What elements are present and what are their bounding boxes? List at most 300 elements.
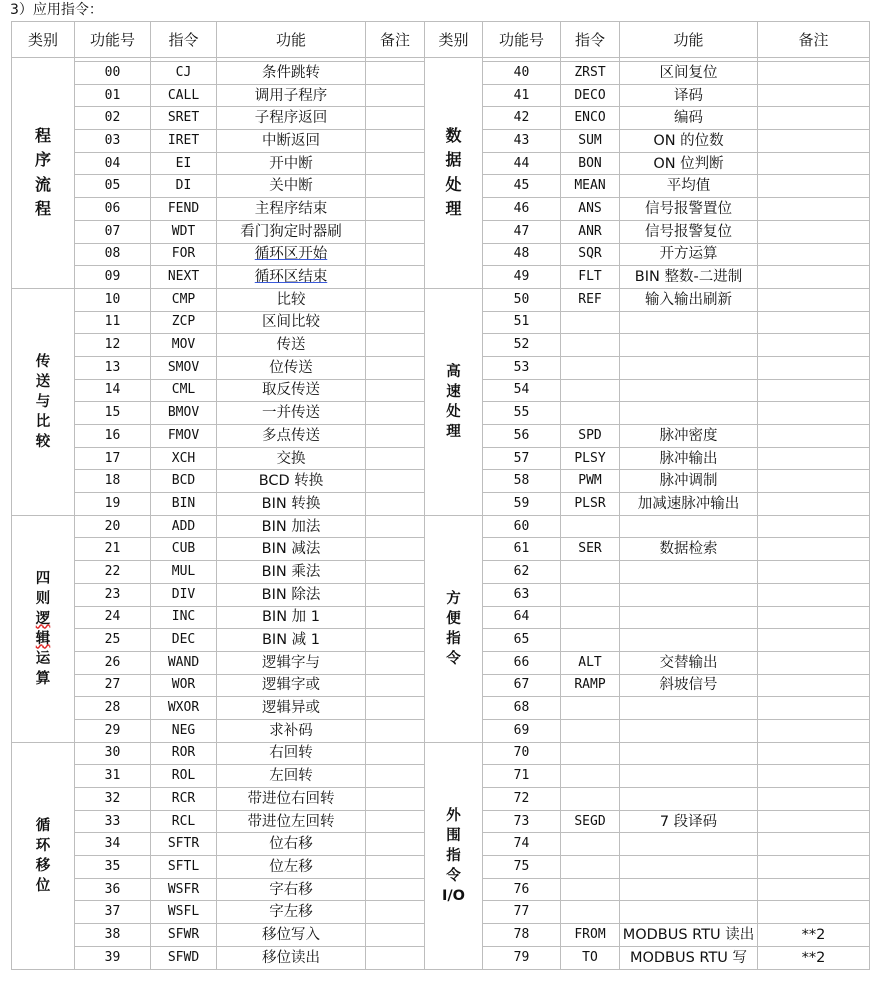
right-function-cell	[620, 379, 758, 402]
right-func-text: 信号报警置位	[645, 200, 732, 217]
right-function-cell	[620, 561, 758, 584]
right-code-text: 76	[513, 881, 530, 897]
right-func-text: BIN 整数-二进制	[634, 269, 743, 286]
left-func-no-cell	[75, 493, 151, 516]
left-instr-cell	[151, 878, 217, 901]
left-code-text: 32	[104, 790, 121, 806]
right-function-cell	[620, 878, 758, 901]
right-function-cell	[620, 220, 758, 243]
left-func-no-cell	[75, 334, 151, 357]
left-instr-text: SFTR	[167, 836, 200, 852]
right-note-cell	[758, 62, 870, 85]
right-code-text: 41	[513, 87, 530, 103]
left-instr-cell	[151, 356, 217, 379]
left-code-text: 31	[104, 768, 121, 784]
left-instr-cell	[151, 538, 217, 561]
left-code-text: 15	[104, 405, 121, 421]
right-note-cell	[758, 561, 870, 584]
right-func-no-cell	[483, 311, 561, 334]
left-instr-cell	[151, 651, 217, 674]
right-instr-cell	[561, 697, 620, 720]
right-instr-cell	[561, 130, 620, 153]
left-func-text: 中断返回	[262, 132, 320, 149]
right-func-text: 区间复位	[659, 64, 718, 81]
right-func-text: 输入输出刷新	[645, 291, 732, 308]
right-code-text: 60	[513, 518, 530, 534]
left-code-text: 35	[104, 858, 121, 874]
category-char: 程	[34, 199, 51, 219]
right-code-text: 43	[513, 132, 530, 148]
right-function-cell	[620, 651, 758, 674]
left-func-no-cell	[75, 561, 151, 584]
table-row	[12, 742, 870, 765]
left-function-cell	[217, 402, 366, 425]
right-func-no-cell	[483, 788, 561, 811]
left-func-text: 移位写入	[262, 926, 320, 943]
right-note-cell	[758, 220, 870, 243]
right-func-no-cell	[483, 266, 561, 289]
right-function-cell	[620, 833, 758, 856]
left-code-text: 23	[104, 586, 121, 602]
left-note-cell	[366, 651, 425, 674]
left-func-no-cell	[75, 62, 151, 85]
left-code-text: 00	[104, 64, 121, 80]
right-instr-text: ANR	[578, 223, 602, 239]
right-instr-cell	[561, 651, 620, 674]
right-instr-cell	[561, 243, 620, 266]
left-func-no-cell	[75, 606, 151, 629]
right-code-text: 51	[513, 314, 530, 330]
left-function-cell	[217, 288, 366, 311]
right-code-text: 78	[513, 926, 530, 942]
right-note-cell	[758, 924, 870, 947]
left-code-text: 29	[104, 722, 121, 738]
left-function-cell	[217, 107, 366, 130]
category-char: 较	[35, 433, 51, 450]
category-char: 指	[446, 847, 461, 864]
right-code-text: 49	[513, 269, 530, 285]
header-func-no-right: 功能号	[483, 22, 561, 58]
right-note-cell	[758, 742, 870, 765]
right-instr-cell	[561, 765, 620, 788]
category-char: 数	[445, 125, 462, 145]
right-instr-cell	[561, 107, 620, 130]
right-instr-text: BON	[578, 155, 602, 171]
right-function-cell	[620, 583, 758, 606]
left-function-cell	[217, 697, 366, 720]
left-instr-cell	[151, 765, 217, 788]
category-char: 运	[35, 650, 51, 667]
left-func-text: 条件跳转	[262, 64, 320, 81]
right-function-cell	[620, 334, 758, 357]
left-func-text: 主程序结束	[254, 200, 328, 217]
right-note-cell	[758, 470, 870, 493]
right-instr-cell	[561, 856, 620, 879]
left-func-no-cell	[75, 515, 151, 538]
right-func-no-cell	[483, 220, 561, 243]
right-instr-cell	[561, 175, 620, 198]
left-note-cell	[366, 493, 425, 516]
right-func-text: 脉冲输出	[659, 450, 718, 467]
right-note-cell	[758, 266, 870, 289]
right-instr-cell	[561, 878, 620, 901]
right-func-no-cell	[483, 130, 561, 153]
right-func-no-cell	[483, 198, 561, 221]
right-category-2	[425, 515, 483, 742]
right-instr-text: PLSR	[574, 495, 606, 511]
right-function-cell	[620, 606, 758, 629]
left-function-cell	[217, 674, 366, 697]
left-func-text: 逻辑异或	[262, 700, 320, 717]
category-char: 处	[445, 174, 462, 194]
left-func-no-cell	[75, 719, 151, 742]
right-note-cell	[758, 288, 870, 311]
left-instr-text: FOR	[171, 246, 196, 262]
right-func-no-cell	[483, 107, 561, 130]
right-function-cell	[620, 402, 758, 425]
left-function-cell	[217, 742, 366, 765]
left-note-cell	[366, 243, 425, 266]
header-instr-left: 指令	[151, 22, 217, 58]
right-function-cell	[620, 924, 758, 947]
left-note-cell	[366, 334, 425, 357]
left-func-no-cell	[75, 697, 151, 720]
right-code-text: 45	[513, 178, 530, 194]
right-func-no-cell	[483, 561, 561, 584]
left-code-text: 18	[104, 473, 121, 489]
left-instr-cell	[151, 470, 217, 493]
left-instr-text: BCD	[171, 473, 196, 489]
right-function-cell	[620, 152, 758, 175]
left-code-text: 16	[104, 427, 121, 443]
left-note-cell	[366, 697, 425, 720]
right-note-cell	[758, 697, 870, 720]
right-instr-cell	[561, 901, 620, 924]
left-note-cell	[366, 425, 425, 448]
right-func-text: 开方运算	[659, 246, 718, 263]
right-func-no-cell	[483, 901, 561, 924]
category-char: 围	[446, 827, 461, 844]
left-func-text: 移位读出	[262, 949, 320, 966]
right-note-cell	[758, 84, 870, 107]
left-instr-cell	[151, 243, 217, 266]
right-instr-text: REF	[578, 291, 602, 307]
header-function-left: 功能	[217, 22, 366, 58]
right-note-cell	[758, 538, 870, 561]
right-instr-text: ENCO	[574, 110, 606, 126]
left-instr-cell	[151, 402, 217, 425]
left-note-cell	[366, 288, 425, 311]
category-char: 移	[35, 857, 51, 874]
left-instr-cell	[151, 629, 217, 652]
left-func-no-cell	[75, 243, 151, 266]
category-char: 外	[446, 807, 461, 824]
right-category-0	[425, 58, 483, 289]
right-note-cell	[758, 311, 870, 334]
left-note-cell	[366, 107, 425, 130]
right-instr-text: FROM	[574, 926, 606, 942]
right-code-text: 64	[513, 609, 530, 625]
right-code-text: 55	[513, 405, 530, 421]
left-instr-text: SMOV	[167, 359, 200, 375]
left-function-cell	[217, 62, 366, 85]
right-note-cell	[758, 606, 870, 629]
right-func-no-cell	[483, 697, 561, 720]
left-function-cell	[217, 198, 366, 221]
left-note-cell	[366, 810, 425, 833]
right-code-text: 70	[513, 745, 530, 761]
right-function-cell	[620, 311, 758, 334]
right-code-text: 77	[513, 904, 530, 920]
left-code-text: 13	[104, 359, 121, 375]
left-func-text: 取反传送	[262, 382, 320, 399]
right-func-no-cell	[483, 810, 561, 833]
right-func-no-cell	[483, 356, 561, 379]
left-func-no-cell	[75, 924, 151, 947]
left-func-text: BIN 乘法	[261, 563, 321, 580]
category-char: 理	[445, 199, 462, 219]
right-note-cell	[758, 765, 870, 788]
right-note-cell	[758, 833, 870, 856]
left-func-text: 交换	[276, 450, 306, 467]
right-note-cell	[758, 447, 870, 470]
right-function-cell	[620, 266, 758, 289]
right-func-no-cell	[483, 447, 561, 470]
left-instr-cell	[151, 425, 217, 448]
left-func-text: 右回转	[269, 745, 313, 762]
right-note-cell	[758, 334, 870, 357]
left-func-no-cell	[75, 856, 151, 879]
left-instr-text: RCR	[171, 790, 196, 806]
left-func-no-cell	[75, 674, 151, 697]
left-code-text: 04	[104, 155, 121, 171]
left-code-text: 06	[104, 200, 121, 216]
right-function-cell	[620, 470, 758, 493]
left-instr-text: DIV	[171, 586, 196, 602]
left-instr-cell	[151, 833, 217, 856]
right-note-cell	[758, 651, 870, 674]
left-instr-text: NEG	[171, 722, 196, 738]
left-instr-text: INC	[171, 609, 196, 625]
left-func-no-cell	[75, 946, 151, 969]
left-instr-cell	[151, 266, 217, 289]
left-func-no-cell	[75, 629, 151, 652]
left-func-text: 带进位右回转	[247, 790, 335, 807]
left-instr-cell	[151, 288, 217, 311]
left-function-cell	[217, 493, 366, 516]
category-char: 位	[35, 877, 51, 894]
left-instr-cell	[151, 130, 217, 153]
left-note-cell	[366, 447, 425, 470]
left-note-cell	[366, 788, 425, 811]
right-instr-cell	[561, 84, 620, 107]
right-instr-cell	[561, 288, 620, 311]
category-char: 令	[446, 650, 461, 667]
left-code-text: 20	[104, 518, 121, 534]
left-func-text: 位左移	[269, 858, 313, 875]
right-func-no-cell	[483, 765, 561, 788]
right-instr-cell	[561, 493, 620, 516]
left-instr-cell	[151, 901, 217, 924]
right-function-cell	[620, 493, 758, 516]
category-char: 送	[35, 373, 51, 390]
right-instr-cell	[561, 742, 620, 765]
right-note-text: **2	[801, 949, 826, 966]
left-category-1	[12, 288, 75, 515]
left-function-cell	[217, 538, 366, 561]
left-func-text: 循环区结束	[254, 269, 328, 286]
right-code-text: 50	[513, 291, 530, 307]
left-func-text: 逻辑字或	[262, 677, 320, 694]
left-instr-text: SRET	[167, 110, 200, 126]
left-instr-text: SFTL	[167, 858, 200, 874]
left-func-text: 比较	[276, 291, 306, 308]
left-instr-cell	[151, 152, 217, 175]
right-note-cell	[758, 788, 870, 811]
left-instr-text: CML	[171, 382, 196, 398]
left-func-no-cell	[75, 152, 151, 175]
category-char: 循	[35, 817, 51, 834]
category-char: 指	[446, 630, 461, 647]
right-instr-text: SUM	[578, 132, 602, 148]
right-instr-cell	[561, 425, 620, 448]
category-char: 序	[34, 150, 51, 170]
right-note-cell	[758, 243, 870, 266]
left-func-text: 循环区开始	[254, 246, 328, 263]
header-note-left: 备注	[366, 22, 425, 58]
left-instr-cell	[151, 311, 217, 334]
right-function-cell	[620, 856, 758, 879]
left-func-text: 区间比较	[262, 314, 320, 331]
left-code-text: 33	[104, 813, 121, 829]
left-instr-cell	[151, 447, 217, 470]
category-char: 令	[446, 867, 461, 884]
left-function-cell	[217, 765, 366, 788]
left-note-cell	[366, 924, 425, 947]
right-func-no-cell	[483, 674, 561, 697]
right-note-cell	[758, 493, 870, 516]
left-func-text: 传送	[276, 337, 306, 354]
left-function-cell	[217, 810, 366, 833]
category-char: 逻	[35, 610, 51, 627]
left-instr-cell	[151, 175, 217, 198]
left-instr-text: DEC	[171, 632, 196, 648]
left-func-no-cell	[75, 765, 151, 788]
left-instr-text: WDT	[171, 223, 196, 239]
right-instr-cell	[561, 538, 620, 561]
left-func-no-cell	[75, 220, 151, 243]
left-instr-text: WSFL	[167, 904, 200, 920]
category-char: 与	[35, 393, 51, 410]
right-code-text: 54	[513, 382, 530, 398]
instruction-table-body	[12, 22, 870, 970]
left-code-text: 39	[104, 949, 121, 965]
right-function-cell	[620, 243, 758, 266]
left-function-cell	[217, 334, 366, 357]
left-function-cell	[217, 901, 366, 924]
left-instr-text: ZCP	[171, 314, 196, 330]
right-func-no-cell	[483, 334, 561, 357]
left-instr-text: WAND	[167, 654, 200, 670]
left-func-text: 多点传送	[262, 427, 320, 444]
left-instr-text: NEXT	[167, 269, 200, 285]
left-code-text: 21	[104, 541, 121, 557]
right-func-text: ON 位判断	[653, 155, 724, 172]
right-func-no-cell	[483, 402, 561, 425]
right-note-cell	[758, 515, 870, 538]
left-category-0	[12, 58, 75, 289]
left-code-text: 38	[104, 926, 121, 942]
right-func-no-cell	[483, 84, 561, 107]
left-func-text: 左回转	[269, 768, 313, 785]
right-instr-cell	[561, 152, 620, 175]
left-function-cell	[217, 152, 366, 175]
right-instr-cell	[561, 629, 620, 652]
left-func-no-cell	[75, 107, 151, 130]
right-func-text: 脉冲密度	[659, 427, 718, 444]
right-func-text: 斜坡信号	[659, 677, 718, 694]
left-function-cell	[217, 220, 366, 243]
category-char: I/O	[441, 887, 466, 904]
left-func-text: BIN 除法	[261, 586, 321, 603]
right-function-cell	[620, 901, 758, 924]
left-function-cell	[217, 515, 366, 538]
left-note-cell	[366, 356, 425, 379]
right-function-cell	[620, 697, 758, 720]
left-note-cell	[366, 606, 425, 629]
right-instr-text: PWM	[578, 473, 602, 489]
left-func-text: BIN 加法	[261, 518, 321, 535]
right-code-text: 53	[513, 359, 530, 375]
left-instr-cell	[151, 107, 217, 130]
left-func-no-cell	[75, 447, 151, 470]
right-func-no-cell	[483, 719, 561, 742]
left-instr-text: CMP	[171, 291, 196, 307]
left-func-text: 关中断	[269, 178, 313, 195]
category-char: 辑	[35, 630, 51, 647]
right-instr-text: RAMP	[574, 677, 606, 693]
left-instr-text: WOR	[171, 677, 196, 693]
left-code-text: 25	[104, 632, 121, 648]
left-code-text: 01	[104, 87, 121, 103]
right-note-cell	[758, 425, 870, 448]
right-func-no-cell	[483, 288, 561, 311]
left-instr-text: FEND	[167, 200, 200, 216]
left-note-cell	[366, 62, 425, 85]
table-row	[12, 515, 870, 538]
left-func-text: 位传送	[269, 359, 313, 376]
left-func-no-cell	[75, 198, 151, 221]
left-func-no-cell	[75, 583, 151, 606]
right-func-no-cell	[483, 538, 561, 561]
left-func-no-cell	[75, 470, 151, 493]
left-function-cell	[217, 924, 366, 947]
left-function-cell	[217, 266, 366, 289]
right-instr-cell	[561, 833, 620, 856]
left-note-cell	[366, 629, 425, 652]
right-note-cell	[758, 175, 870, 198]
right-instr-cell	[561, 924, 620, 947]
category-char: 则	[35, 590, 51, 607]
left-instr-cell	[151, 561, 217, 584]
right-code-text: 72	[513, 790, 530, 806]
right-func-text: 脉冲调制	[659, 473, 718, 490]
category-char: 比	[35, 413, 51, 430]
right-instr-text: SER	[578, 541, 602, 557]
right-func-text: MODBUS RTU 写	[629, 949, 748, 966]
right-func-no-cell	[483, 651, 561, 674]
left-func-no-cell	[75, 878, 151, 901]
